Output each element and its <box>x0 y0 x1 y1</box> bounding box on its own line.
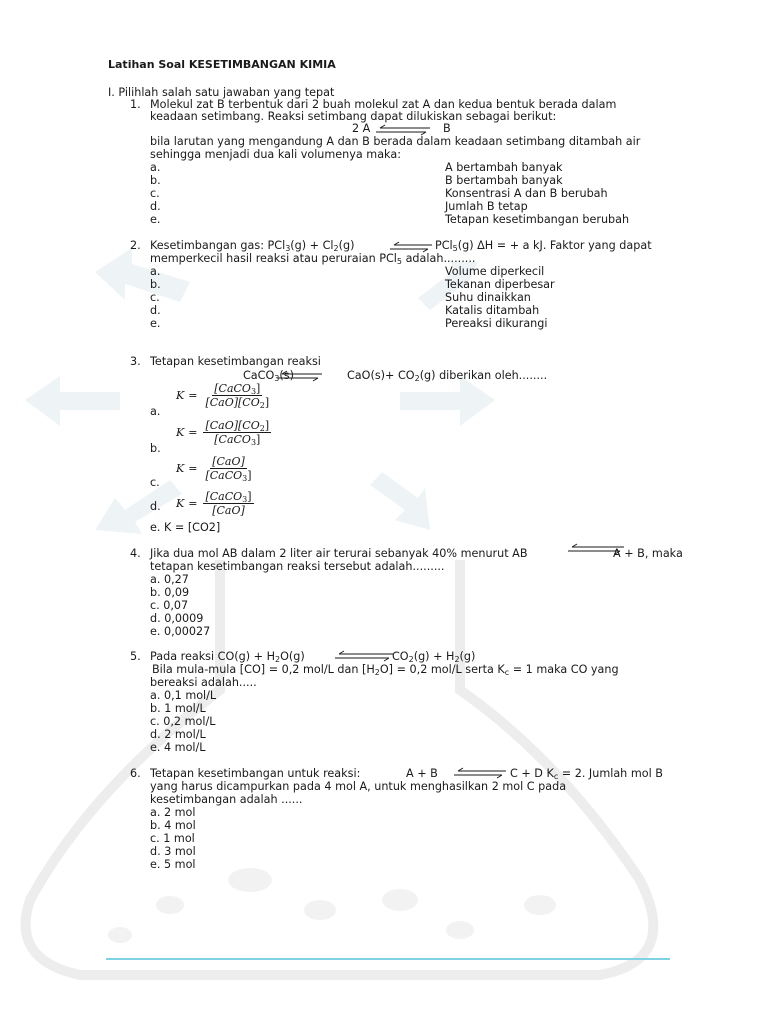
reaction-right: B <box>443 122 451 135</box>
question-text: PCl$_5$(g) ΔH = + a kJ. Faktor yang dapat <box>435 239 652 253</box>
question-text: bereaksi adalah..... <box>150 676 257 689</box>
option-text: d. 0,0009 <box>150 612 204 625</box>
question-number: 3. <box>130 355 141 368</box>
option-text: B bertambah banyak <box>445 174 563 187</box>
option-text: d. 2 mol/L <box>150 728 206 741</box>
question-text: kesetimbangan adalah ...... <box>150 793 303 806</box>
option-letter: e. <box>150 317 161 330</box>
question-text: memperkecil hasil reaksi atau peruraian PCl$_5$ adalah......... <box>150 252 476 266</box>
question-text: bila larutan yang mengandung A dan B berada dalam keadaan setimbang ditambah air <box>150 135 641 148</box>
question-text: Kesetimbangan gas: $PCl_3(g) + Cl_2(g)$ <box>150 239 355 253</box>
option-text: a. 0,1 mol/L <box>150 689 217 702</box>
question-number: 5. <box>130 650 141 663</box>
formula-option-c: K = $\frac{\text{[CaO]}}{[CaCO_3]}$ <box>176 455 252 483</box>
option-letter: c. <box>150 476 160 489</box>
equilibrium-arrow-icon <box>333 650 395 662</box>
equilibrium-arrow-icon <box>452 767 508 779</box>
option-text: e. 5 mol <box>150 858 196 871</box>
option-text: e. 4 mol/L <box>150 741 206 754</box>
question-text: keadaan setimbang. Reaksi setimbang dapat dilukiskan sebagai berikut: <box>150 110 557 123</box>
option-letter: a. <box>150 265 161 278</box>
formula-option-b: K = $\frac{[CaO][CO_2]}{[CaCO_3]}$ <box>176 419 270 447</box>
section-instruction: I. Pilihlah salah satu jawaban yang tepat <box>108 86 335 99</box>
option-letter: d. <box>150 200 161 213</box>
option-text: Jumlah B tetap <box>445 200 528 213</box>
question-text: $CO_2(g) + H_2(g)$ <box>392 650 476 664</box>
option-letter: c. <box>150 187 160 200</box>
option-text: c. 0,2 mol/L <box>150 715 216 728</box>
option-letter: d. <box>150 304 161 317</box>
option-text: Katalis ditambah <box>445 304 540 317</box>
option-letter: d. <box>150 500 161 513</box>
reaction-right: $CaO(s)+ CO_2(g)$ diberikan oleh........ <box>347 369 548 383</box>
option-text: b. 4 mol <box>150 819 196 832</box>
option-text: a. 0,27 <box>150 573 189 586</box>
option-text: b. 0,09 <box>150 586 190 599</box>
question-text: Bila mula-mula [CO] = 0,2 mol/L dan $[H_2O] = 0,2$ mol/L serta $K_c = 1$ maka CO yang <box>152 663 619 677</box>
option-text: Pereaksi dikurangi <box>445 317 548 330</box>
option-text: d. 3 mol <box>150 845 196 858</box>
question-text: Tetapan kesetimbangan reaksi <box>150 355 321 368</box>
option-letter: a. <box>150 405 161 418</box>
question-text: yang harus dicampurkan pada 4 mol A, untuk menghasilkan 2 mol C pada <box>150 780 567 793</box>
question-text: C + D $K_c = 2$. Jumlah mol B <box>510 767 663 781</box>
option-text: Konsentrasi A dan B berubah <box>445 187 608 200</box>
option-letter: a. <box>150 161 161 174</box>
option-text: Tekanan diperbesar <box>445 278 555 291</box>
question-text: sehingga menjadi dua kali volumenya maka: <box>150 148 401 161</box>
formula-option-a: K = $\frac{[CaCO_3]}{[CaO][CO_2]}$ <box>176 382 270 410</box>
question-text: tetapan kesetimbangan reaksi tersebut adalah......... <box>150 560 445 573</box>
footer-divider <box>106 958 670 960</box>
option-text: a. 2 mol <box>150 806 196 819</box>
reaction-left: 2 A <box>352 122 371 135</box>
question-number: 1. <box>130 98 141 111</box>
option-letter: b. <box>150 278 161 291</box>
equilibrium-arrow-icon <box>276 370 324 382</box>
option-text: c. 0,07 <box>150 599 189 612</box>
question-text: Jika dua mol AB dalam 2 liter air terurai sebanyak 40% menurut AB <box>150 547 528 560</box>
option-letter: b. <box>150 174 161 187</box>
question-number: 4. <box>130 547 141 560</box>
question-text: Pada reaksi $CO(g) + H_2O(g)$ <box>150 650 305 664</box>
option-text: A bertambah banyak <box>445 161 563 174</box>
option-letter: e. <box>150 213 161 226</box>
option-text: e. 0,00027 <box>150 625 211 638</box>
option-text: Volume diperkecil <box>445 265 545 278</box>
question-number: 2. <box>130 239 141 252</box>
option-letter: c. <box>150 291 160 304</box>
option-text: b. 1 mol/L <box>150 702 206 715</box>
question-text: Tetapan kesetimbangan untuk reaksi: <box>150 767 361 780</box>
option-text: c. 1 mol <box>150 832 195 845</box>
formula-option-d: K = $\frac{[CaCO_3]}{\text{[CaO]}}$ <box>176 490 252 517</box>
option-text: Suhu dinaikkan <box>445 291 531 304</box>
question-number: 6. <box>130 767 141 780</box>
option-letter: b. <box>150 442 161 455</box>
question-text: A + B, maka <box>613 547 683 560</box>
option-text: Tetapan kesetimbangan berubah <box>445 213 630 226</box>
question-text: Molekul zat B terbentuk dari 2 buah molekul zat A dan kedua bentuk berada dalam <box>150 98 617 111</box>
reaction-left: A + B <box>406 767 438 780</box>
page-title: Latihan Soal KESETIMBANGAN KIMIA <box>108 58 336 71</box>
option-text: e. K = [CO2] <box>150 521 221 534</box>
reaction-left: CaCO$_3$(s) <box>243 369 294 383</box>
